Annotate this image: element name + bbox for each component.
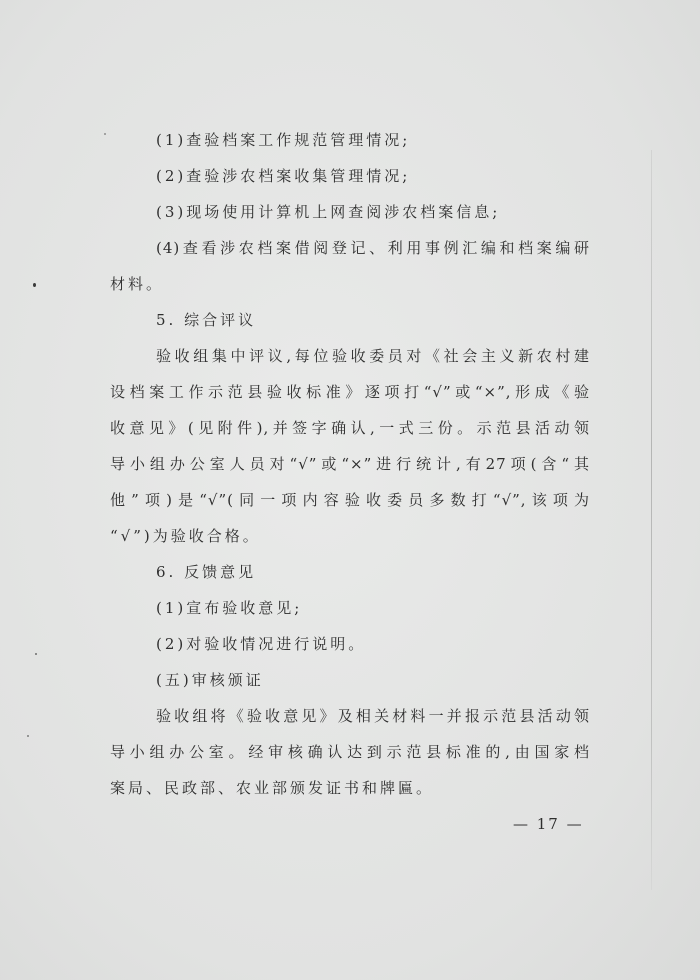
page-number: — 17 — <box>513 815 584 833</box>
text-line-check-borrowing-records: (4)查看涉农档案借阅登记、利用事例汇编和档案编研 <box>156 239 590 257</box>
text-line-check-archive-management: (1)查验档案工作规范管理情况; <box>156 131 411 149</box>
text-line-certification-1: 验收组将《验收意见》及相关材料一并报示范县活动领 <box>156 707 590 725</box>
scan-speck <box>33 283 36 287</box>
text-line-review-4: 导小组办公室人员对“√”或“×”进行统计,有27项(含“其 <box>110 455 590 473</box>
scan-speck <box>104 133 106 135</box>
text-line-review-5: 他”项)是“√”(同一项内容验收委员多数打“√”,该项为 <box>110 491 590 509</box>
text-line-review-3: 收意见》(见附件),并签字确认,一式三份。示范县活动领 <box>110 419 590 437</box>
section-heading-feedback: 6. 反馈意见 <box>156 563 257 581</box>
text-line-certification-3: 案局、民政部、农业部颁发证书和牌匾。 <box>110 779 435 797</box>
text-line-explain-situation: (2)对验收情况进行说明。 <box>156 635 367 653</box>
text-line-review-6: “√”)为验收合格。 <box>110 527 261 545</box>
text-line-materials: 材料。 <box>110 275 165 293</box>
page-edge-shadow <box>651 150 652 890</box>
text-line-review-2: 设档案工作示范县验收标准》逐项打“√”或“×”,形成《验 <box>110 383 590 401</box>
body-text <box>110 122 590 806</box>
section-heading-comprehensive-review: 5. 综合评议 <box>156 311 257 329</box>
text-line-online-query: (3)现场使用计算机上网查阅涉农档案信息; <box>156 203 501 221</box>
text-line-check-collection-management: (2)查验涉农档案收集管理情况; <box>156 167 411 185</box>
scan-speck <box>27 735 29 737</box>
text-line-certification-2: 导小组办公室。经审核确认达到示范县标准的,由国家档 <box>110 743 590 761</box>
section-heading-review-certification: (五)审核颁证 <box>156 671 264 689</box>
scan-speck <box>35 653 37 655</box>
text-line-announce-opinion: (1)宣布验收意见; <box>156 599 303 617</box>
text-line-review-1: 验收组集中评议,每位验收委员对《社会主义新农村建 <box>156 347 590 365</box>
